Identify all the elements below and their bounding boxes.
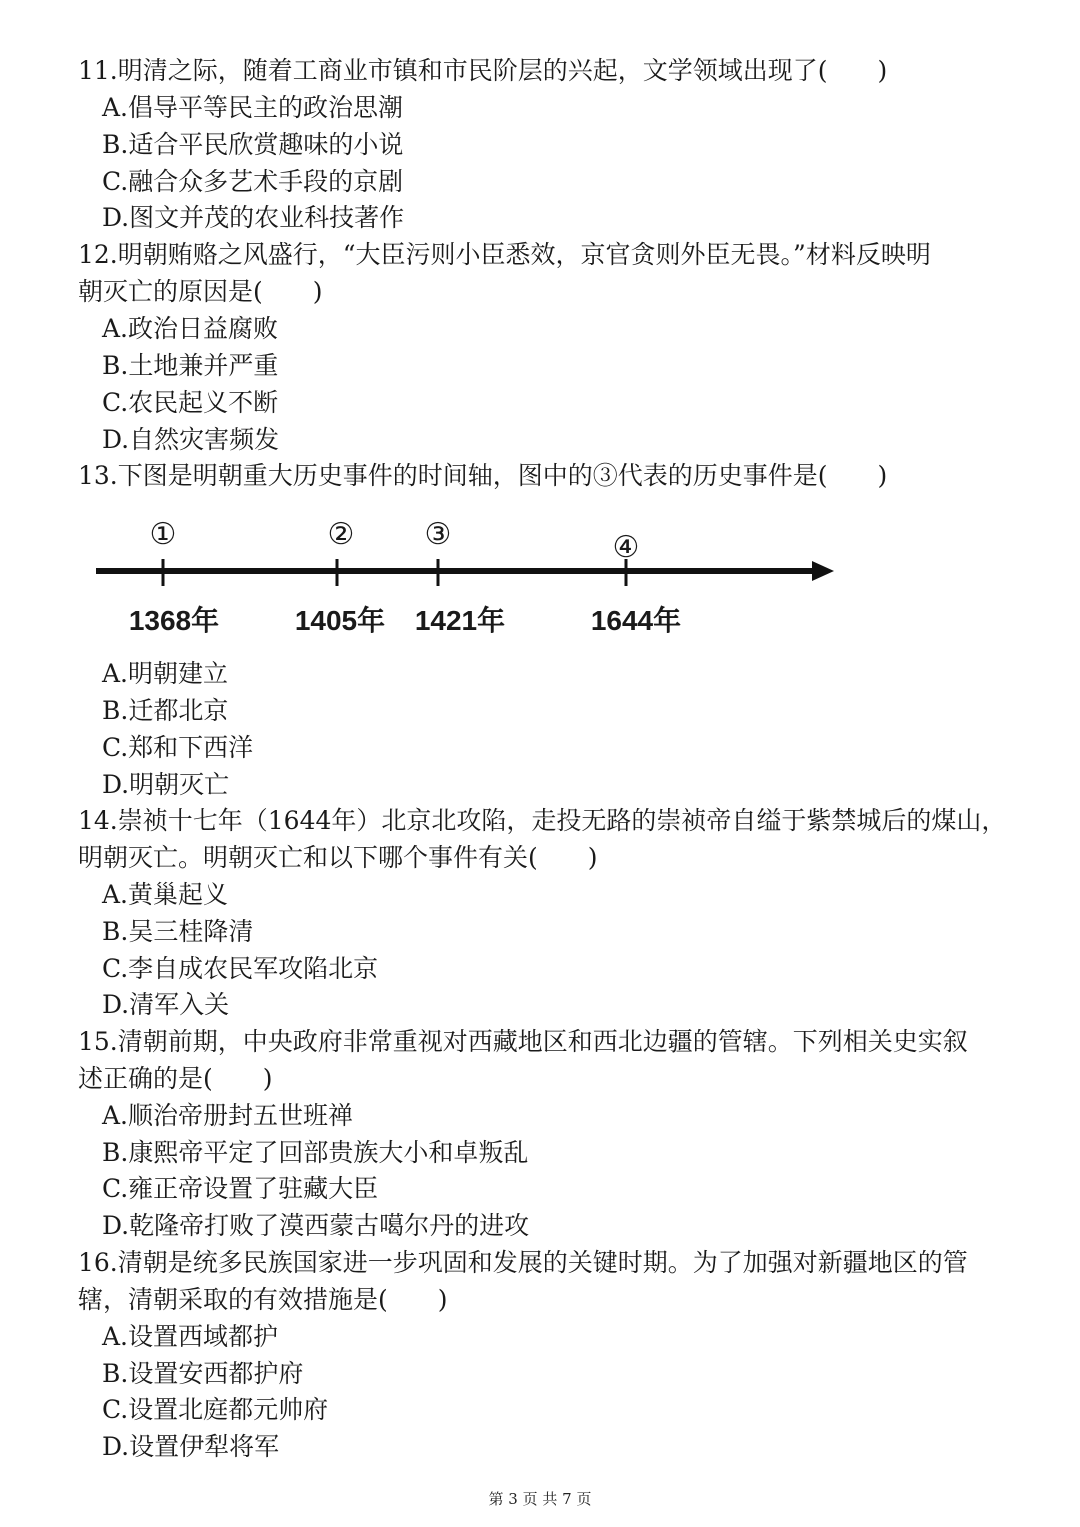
question-16-text-line-2: 辖，清朝采取的有效措施是( ) xyxy=(78,1285,448,1314)
question-12-text-line-2: 朝灭亡的原因是( ) xyxy=(78,277,323,306)
timeline-marker-4: ④ xyxy=(612,530,640,565)
question-14-text-line-2: 明朝灭亡。明朝灭亡和以下哪个事件有关( ) xyxy=(78,843,598,872)
timeline-year-3: 1421年 xyxy=(414,605,506,636)
question-14-option-a: A.黄巢起义 xyxy=(102,880,229,909)
timeline-arrowhead xyxy=(812,561,834,581)
question-12-option-d: D.自然灾害频发 xyxy=(102,425,280,454)
question-11-option-a: A.倡导平等民主的政治思潮 xyxy=(102,93,404,122)
question-15-option-b: B.康熙帝平定了回部贵族大小和卓叛乱 xyxy=(102,1138,529,1167)
timeline-marker-3: ③ xyxy=(424,517,452,552)
question-13-option-a: A.明朝建立 xyxy=(102,659,229,688)
timeline-year-2: 1405年 xyxy=(294,605,386,636)
question-11-option-d: D.图文并茂的农业科技著作 xyxy=(102,203,405,232)
question-12-option-b: B.土地兼并严重 xyxy=(102,351,279,380)
timeline-marker-2: ② xyxy=(327,517,355,552)
question-11-text: 11.明清之际，随着工商业市镇和市民阶层的兴起，文学领域出现了( ) xyxy=(78,56,888,85)
question-14-option-d: D.清军入关 xyxy=(102,990,230,1019)
question-13-option-b: B.迁都北京 xyxy=(102,696,229,725)
question-13-option-c: C.郑和下西洋 xyxy=(102,733,254,762)
question-16-option-d: D.设置伊犁将军 xyxy=(102,1432,280,1461)
question-11-option-b: B.适合平民欣赏趣味的小说 xyxy=(102,130,404,159)
question-12-text-line-1: 12.明朝贿赂之风盛行，“大臣污则小臣悉效，京官贪则外臣无畏。”材料反映明 xyxy=(78,240,931,269)
question-15-text-line-2: 述正确的是( ) xyxy=(78,1064,273,1093)
question-15-option-c: C.雍正帝设置了驻藏大臣 xyxy=(102,1174,379,1203)
question-14-text-line-1: 14.崇祯十七年（1644年）北京北攻陷，走投无路的崇祯帝自缢于紫禁城后的煤山， xyxy=(78,806,1007,835)
ming-timeline-diagram xyxy=(90,512,850,652)
question-12-option-c: C.农民起义不断 xyxy=(102,388,279,417)
timeline-year-4: 1644年 xyxy=(590,605,682,636)
question-15-option-d: D.乾隆帝打败了漠西蒙古噶尔丹的进攻 xyxy=(102,1211,530,1240)
question-14-option-c: C.李自成农民军攻陷北京 xyxy=(102,954,379,983)
timeline-marker-1: ① xyxy=(149,517,177,552)
question-16-option-c: C.设置北庭都元帅府 xyxy=(102,1395,329,1424)
question-13-option-d: D.明朝灭亡 xyxy=(102,770,230,799)
question-15-text-line-1: 15.清朝前期，中央政府非常重视对西藏地区和西北边疆的管辖。下列相关史实叙 xyxy=(78,1027,968,1056)
timeline-year-1: 1368年 xyxy=(128,605,220,636)
question-15-option-a: A.顺治帝册封五世班禅 xyxy=(102,1101,354,1130)
question-12-option-a: A.政治日益腐败 xyxy=(102,314,279,343)
question-13-text: 13.下图是明朝重大历史事件的时间轴，图中的③代表的历史事件是( ) xyxy=(78,461,888,490)
question-11-option-c: C.融合众多艺术手段的京剧 xyxy=(102,167,404,196)
question-16-option-b: B.设置安西都护府 xyxy=(102,1359,304,1388)
question-14-option-b: B.吴三桂降清 xyxy=(102,917,254,946)
question-16-text-line-1: 16.清朝是统多民族国家进一步巩固和发展的关键时期。为了加强对新疆地区的管 xyxy=(78,1248,968,1277)
page-number-footer: 第 3 页 共 7 页 xyxy=(488,1490,592,1508)
question-16-option-a: A.设置西域都护 xyxy=(102,1322,279,1351)
